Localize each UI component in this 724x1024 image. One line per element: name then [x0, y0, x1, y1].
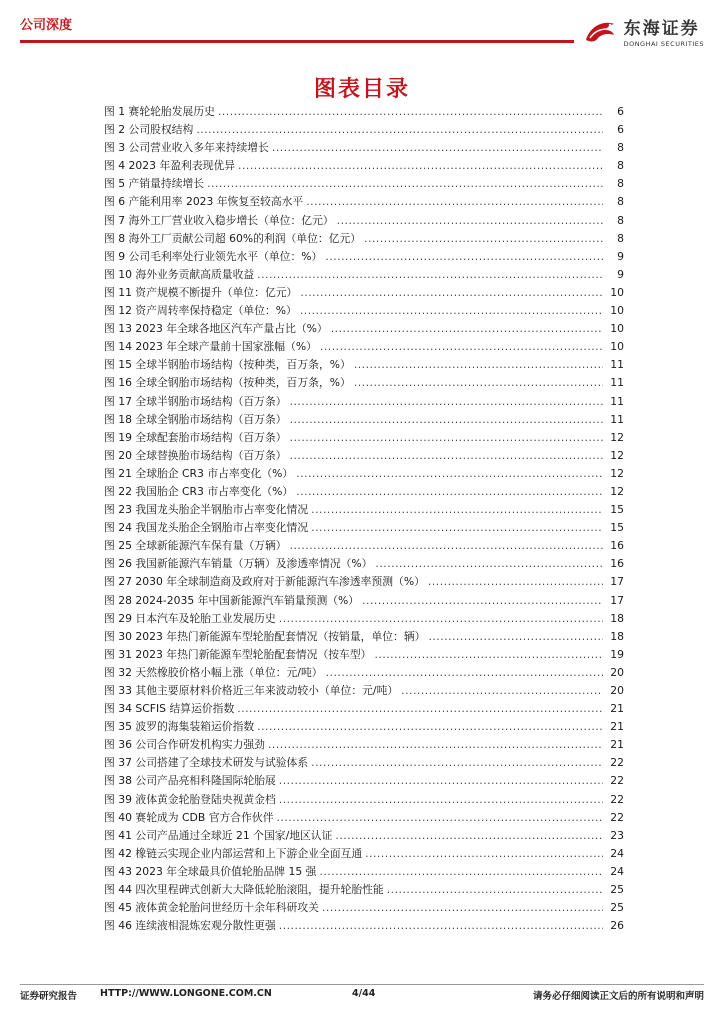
toc-entry-label: 图 19 全球配套胎市场结构（百万条）: [104, 430, 287, 444]
toc-leader-dots: [354, 356, 603, 374]
toc-entry-label: 图 32 天然橡胶价格小幅上涨（单位：元/吨）: [104, 665, 323, 679]
toc-leader-dots: [375, 555, 603, 573]
toc-entry[interactable]: [104, 121, 624, 139]
toc-entry-label: 图 10 海外业务贡献高质量收益: [104, 267, 255, 281]
toc-entry-label: 图 34 SCFIS 结算运价指数: [104, 702, 235, 716]
toc-entry-page: 12: [610, 466, 624, 480]
toc-entry-page: 16: [610, 557, 624, 571]
toc-entry-page: 17: [610, 593, 624, 607]
toc-entry-page: 22: [610, 810, 624, 824]
toc-entry-label: 图 8 海外工厂贡献公司超 60%的利润（单位：亿元）: [104, 231, 362, 245]
toc-entry-label: 图 23 我国龙头胎企半钢胎市占率变化情况: [104, 503, 309, 517]
toc-entry-label: 图 3 公司营业收入多年来持续增长: [104, 141, 269, 155]
toc-leader-dots: [300, 302, 603, 320]
toc-leader-dots: [257, 266, 603, 284]
brand-name-en: DONGHAI SECURITIES: [623, 40, 704, 48]
toc-entry-page: 21: [610, 720, 624, 734]
toc-entry-page: 9: [617, 267, 624, 281]
toc-leader-dots: [387, 881, 603, 899]
toc-leader-dots: [311, 519, 603, 537]
toc-entry[interactable]: [104, 555, 624, 573]
toc-entry-label: 图 35 波罗的海集装箱运价指数: [104, 720, 255, 734]
toc-entry-page: 11: [610, 376, 624, 390]
toc-entry[interactable]: [104, 917, 624, 935]
toc-entry-label: 图 11 资产规模不断提升（单位：亿元）: [104, 285, 298, 299]
toc-entry-page: 6: [617, 123, 624, 137]
toc-leader-dots: [277, 809, 604, 827]
toc-entry[interactable]: [104, 899, 624, 917]
toc-leader-dots: [354, 374, 603, 392]
toc-entry[interactable]: [104, 736, 624, 754]
toc-entry-label: 图 2 公司股权结构: [104, 123, 194, 137]
toc-entry-page: 24: [610, 846, 624, 860]
toc-entry-page: 17: [610, 575, 624, 589]
toc-leader-dots: [306, 193, 603, 211]
toc-entry[interactable]: [104, 447, 624, 465]
toc-entry-page: 26: [610, 919, 624, 933]
toc-entry[interactable]: [104, 881, 624, 899]
toc-entry-label: 图 28 2024-2035 年中国新能源汽车销量预测（%）: [104, 593, 360, 607]
toc-entry[interactable]: [104, 791, 624, 809]
toc-entry-page: 16: [610, 539, 624, 553]
toc-entry[interactable]: [104, 592, 624, 610]
toc-entry-page: 22: [610, 774, 624, 788]
toc-entry-page: 12: [610, 484, 624, 498]
toc-leader-dots: [290, 447, 603, 465]
toc-leader-dots: [319, 863, 603, 881]
toc-entry[interactable]: [104, 103, 624, 121]
toc-entry-page: 24: [610, 864, 624, 878]
toc-entry[interactable]: [104, 302, 624, 320]
toc-leader-dots: [218, 103, 603, 121]
toc-entry[interactable]: [104, 827, 624, 845]
toc-entry-label: 图 42 橡链云实现企业内部运营和上下游企业全面互通: [104, 846, 363, 860]
toc-entry-page: 15: [610, 503, 624, 517]
toc-entry[interactable]: [104, 809, 624, 827]
toc-entry-label: 图 40 赛轮成为 CDB 官方合作伙伴: [104, 810, 274, 824]
toc-entry[interactable]: [104, 248, 624, 266]
toc-entry-label: 图 44 四次里程碑式创新大大降低轮胎滚阻，提升轮胎性能: [104, 883, 384, 897]
footer-report-type: 证券研究报告: [20, 991, 78, 1002]
toc-entry-label: 图 24 我国龙头胎企全钢胎市占率变化情况: [104, 521, 309, 535]
toc-entry-page: 11: [610, 394, 624, 408]
toc-entry[interactable]: [104, 863, 624, 881]
toc-leader-dots: [300, 284, 603, 302]
toc-entry-page: 12: [610, 430, 624, 444]
toc-entry[interactable]: [104, 284, 624, 302]
toc-entry[interactable]: [104, 193, 624, 211]
toc-title: 图表目录: [313, 77, 410, 102]
toc-leader-dots: [268, 736, 603, 754]
toc-entry-page: 22: [610, 792, 624, 806]
toc-entry[interactable]: [104, 230, 624, 248]
toc-leader-dots: [335, 827, 603, 845]
toc-entry[interactable]: [104, 573, 624, 591]
toc-leader-dots: [326, 664, 603, 682]
toc-entry-label: 图 4 2023 年盈利表现优异: [104, 159, 236, 173]
toc-entry[interactable]: [104, 772, 624, 790]
toc-entry-label: 图 33 其他主要原材料价格近三年来波动较小（单位：元/吨）: [104, 684, 399, 697]
toc-entry[interactable]: [104, 212, 624, 230]
toc-entry-label: 图 36 公司合作研发机构实力强劲: [104, 738, 265, 752]
toc-leader-dots: [196, 121, 603, 139]
footer-website-link[interactable]: HTTP://WWW.LONGONE.COM.CN: [100, 988, 272, 999]
toc-entry-page: 6: [617, 105, 624, 118]
toc-entry-label: 图 7 海外工厂营业收入稳步增长（单位：亿元）: [104, 213, 334, 227]
toc-leader-dots: [290, 537, 603, 555]
toc-entry[interactable]: [104, 610, 624, 628]
toc-leader-dots: [362, 592, 603, 610]
toc-leader-dots: [374, 646, 603, 664]
toc-entry-label: 图 41 公司产品通过全球近 21 个国家/地区认证: [104, 828, 333, 842]
toc-leader-dots: [290, 429, 603, 447]
dragon-logo-icon: [580, 14, 620, 48]
toc-entry-label: 图 46 连续液相混炼宏观分散性更强: [104, 919, 276, 933]
toc-leader-dots: [207, 175, 603, 193]
toc-entry-page: 11: [610, 358, 624, 372]
brand-name: 东海证券: [623, 19, 700, 39]
toc-leader-dots: [296, 465, 603, 483]
toc-entry-page: 8: [617, 141, 624, 155]
toc-entry[interactable]: [104, 465, 624, 483]
toc-entry[interactable]: [104, 664, 624, 682]
toc-leader-dots: [331, 320, 603, 338]
toc-entry-label: 图 29 日本汽车及轮胎工业发展历史: [104, 611, 276, 625]
toc-entry[interactable]: [104, 175, 624, 193]
toc-entry[interactable]: [104, 483, 624, 501]
toc-entry[interactable]: [104, 374, 624, 392]
toc-entry-page: 21: [610, 702, 624, 716]
toc-leader-dots: [290, 393, 603, 411]
footer-divider: [20, 984, 704, 985]
toc-entry[interactable]: [104, 628, 624, 646]
toc-entry-label: 图 21 全球胎企 CR3 市占率变化（%）: [104, 466, 294, 480]
toc-entry[interactable]: [104, 429, 624, 447]
toc-entry-label: 图 17 全球半钢胎市场结构（百万条）: [104, 394, 287, 408]
toc-entry-label: 图 20 全球替换胎市场结构（百万条）: [104, 448, 287, 462]
toc-entry-label: 图 45 液体黄金轮胎问世经历十余年科研攻关: [104, 901, 319, 915]
toc-entry-label: 图 13 2023 年全球各地区汽车产量占比（%）: [104, 322, 328, 336]
section-label: 公司深度: [20, 18, 73, 33]
page-footer: [0, 984, 724, 1008]
toc-entry[interactable]: [104, 411, 624, 429]
toc-leader-dots: [428, 628, 603, 646]
footer-page-number: 4/44: [352, 988, 376, 999]
toc-entry-page: 18: [610, 629, 624, 643]
toc-entry-label: 图 1 赛轮轮胎发展历史: [104, 105, 215, 118]
toc-entry-label: 图 15 全球半钢胎市场结构（按种类，百万条，%）: [104, 358, 351, 372]
toc-entry[interactable]: [104, 320, 624, 338]
brand-logo: [574, 14, 704, 48]
toc-leader-dots: [325, 248, 603, 266]
toc-leader-dots: [365, 845, 603, 863]
toc-entry-page: 22: [610, 756, 624, 770]
toc-entry-page: 10: [610, 322, 624, 336]
toc-leader-dots: [401, 682, 603, 700]
toc-leader-dots: [296, 483, 603, 501]
toc-leader-dots: [364, 230, 603, 248]
toc-entry-page: 8: [617, 231, 624, 245]
toc-entry-label: 图 9 公司毛利率处行业领先水平（单位：%）: [104, 249, 323, 263]
toc-entry-label: 图 30 2023 年热门新能源车型轮胎配套情况（按销量，单位：辆）: [104, 629, 426, 643]
toc-entry-page: 25: [610, 883, 624, 897]
toc-entry-page: 8: [617, 159, 624, 173]
toc-entry-page: 8: [617, 213, 624, 227]
toc-entry[interactable]: [104, 519, 624, 537]
toc-entry-label: 图 37 公司搭建了全球技术研发与试验体系: [104, 756, 309, 770]
toc-leader-dots: [257, 718, 603, 736]
toc-entry-page: 21: [610, 738, 624, 752]
toc-entry-page: 25: [610, 901, 624, 915]
toc-entry-label: 图 22 我国胎企 CR3 市占率变化（%）: [104, 484, 294, 498]
toc-entry[interactable]: [104, 682, 624, 700]
figure-list: [104, 103, 624, 935]
toc-entry-label: 图 6 产能利用率 2023 年恢复至较高水平: [104, 195, 304, 209]
toc-entry[interactable]: [104, 754, 624, 772]
toc-entry-page: 19: [610, 647, 624, 661]
toc-entry-page: 18: [610, 611, 624, 625]
toc-entry-page: 10: [610, 285, 624, 299]
toc-entry-page: 8: [617, 195, 624, 209]
toc-leader-dots: [279, 917, 603, 935]
toc-leader-dots: [311, 754, 603, 772]
toc-entry-page: 15: [610, 521, 624, 535]
toc-entry-page: 20: [610, 684, 624, 697]
toc-entry-label: 图 5 产销量持续增长: [104, 177, 205, 191]
toc-leader-dots: [237, 700, 603, 718]
toc-leader-dots: [311, 501, 603, 519]
toc-entry-label: 图 43 2023 年全球最具价值轮胎品牌 15 强: [104, 864, 317, 878]
toc-entry[interactable]: [104, 845, 624, 863]
footer-disclaimer: 请务必仔细阅读正文后的所有说明和声明: [532, 991, 704, 1002]
toc-entry-page: 10: [610, 304, 624, 318]
toc-entry-page: 20: [610, 665, 624, 679]
toc-leader-dots: [279, 791, 603, 809]
toc-leader-dots: [428, 573, 603, 591]
toc-leader-dots: [272, 139, 603, 157]
toc-entry-label: 图 12 资产周转率保持稳定（单位：%）: [104, 304, 297, 318]
toc-leader-dots: [238, 157, 603, 175]
toc-entry[interactable]: [104, 157, 624, 175]
toc-entry[interactable]: [104, 501, 624, 519]
toc-entry-label: 图 25 全球新能源汽车保有量（万辆）: [104, 539, 287, 553]
toc-entry[interactable]: [104, 646, 624, 664]
toc-leader-dots: [290, 411, 603, 429]
toc-leader-dots: [279, 772, 603, 790]
toc-leader-dots: [320, 338, 603, 356]
page-header: [0, 0, 724, 58]
toc-entry-label: 图 39 液体黄金轮胎登陆央视黄金档: [104, 792, 276, 806]
toc-entry-label: 图 31 2023 年热门新能源车型轮胎配套情况（按车型）: [104, 647, 372, 661]
toc-entry-page: 11: [610, 412, 624, 426]
toc-entry-page: 8: [617, 177, 624, 191]
toc-entry-page: 9: [617, 249, 624, 263]
toc-entry-label: 图 14 2023 年全球产量前十国家涨幅（%）: [104, 340, 317, 354]
toc-entry-label: 图 38 公司产品亮相科隆国际轮胎展: [104, 774, 276, 788]
toc-leader-dots: [279, 610, 603, 628]
toc-entry-label: 图 26 我国新能源汽车销量（万辆）及渗透率情况（%）: [104, 557, 373, 571]
toc-entry[interactable]: [104, 700, 624, 718]
toc-entry[interactable]: [104, 393, 624, 411]
toc-entry[interactable]: [104, 139, 624, 157]
toc-entry[interactable]: [104, 266, 624, 284]
toc-entry[interactable]: [104, 718, 624, 736]
toc-entry-page: 12: [610, 448, 624, 462]
toc-entry[interactable]: [104, 338, 624, 356]
toc-entry-page: 23: [610, 828, 624, 842]
toc-entry[interactable]: [104, 537, 624, 555]
toc-leader-dots: [337, 212, 603, 230]
toc-entry-label: 图 27 2030 年全球制造商及政府对于新能源汽车渗透率预测（%）: [104, 575, 425, 589]
toc-leader-dots: [322, 899, 603, 917]
toc-entry[interactable]: [104, 356, 624, 374]
toc-entry-label: 图 18 全球全钢胎市场结构（百万条）: [104, 412, 287, 426]
toc-entry-label: 图 16 全球全钢胎市场结构（按种类，百万条，%）: [104, 376, 351, 390]
toc-entry-page: 10: [610, 340, 624, 354]
